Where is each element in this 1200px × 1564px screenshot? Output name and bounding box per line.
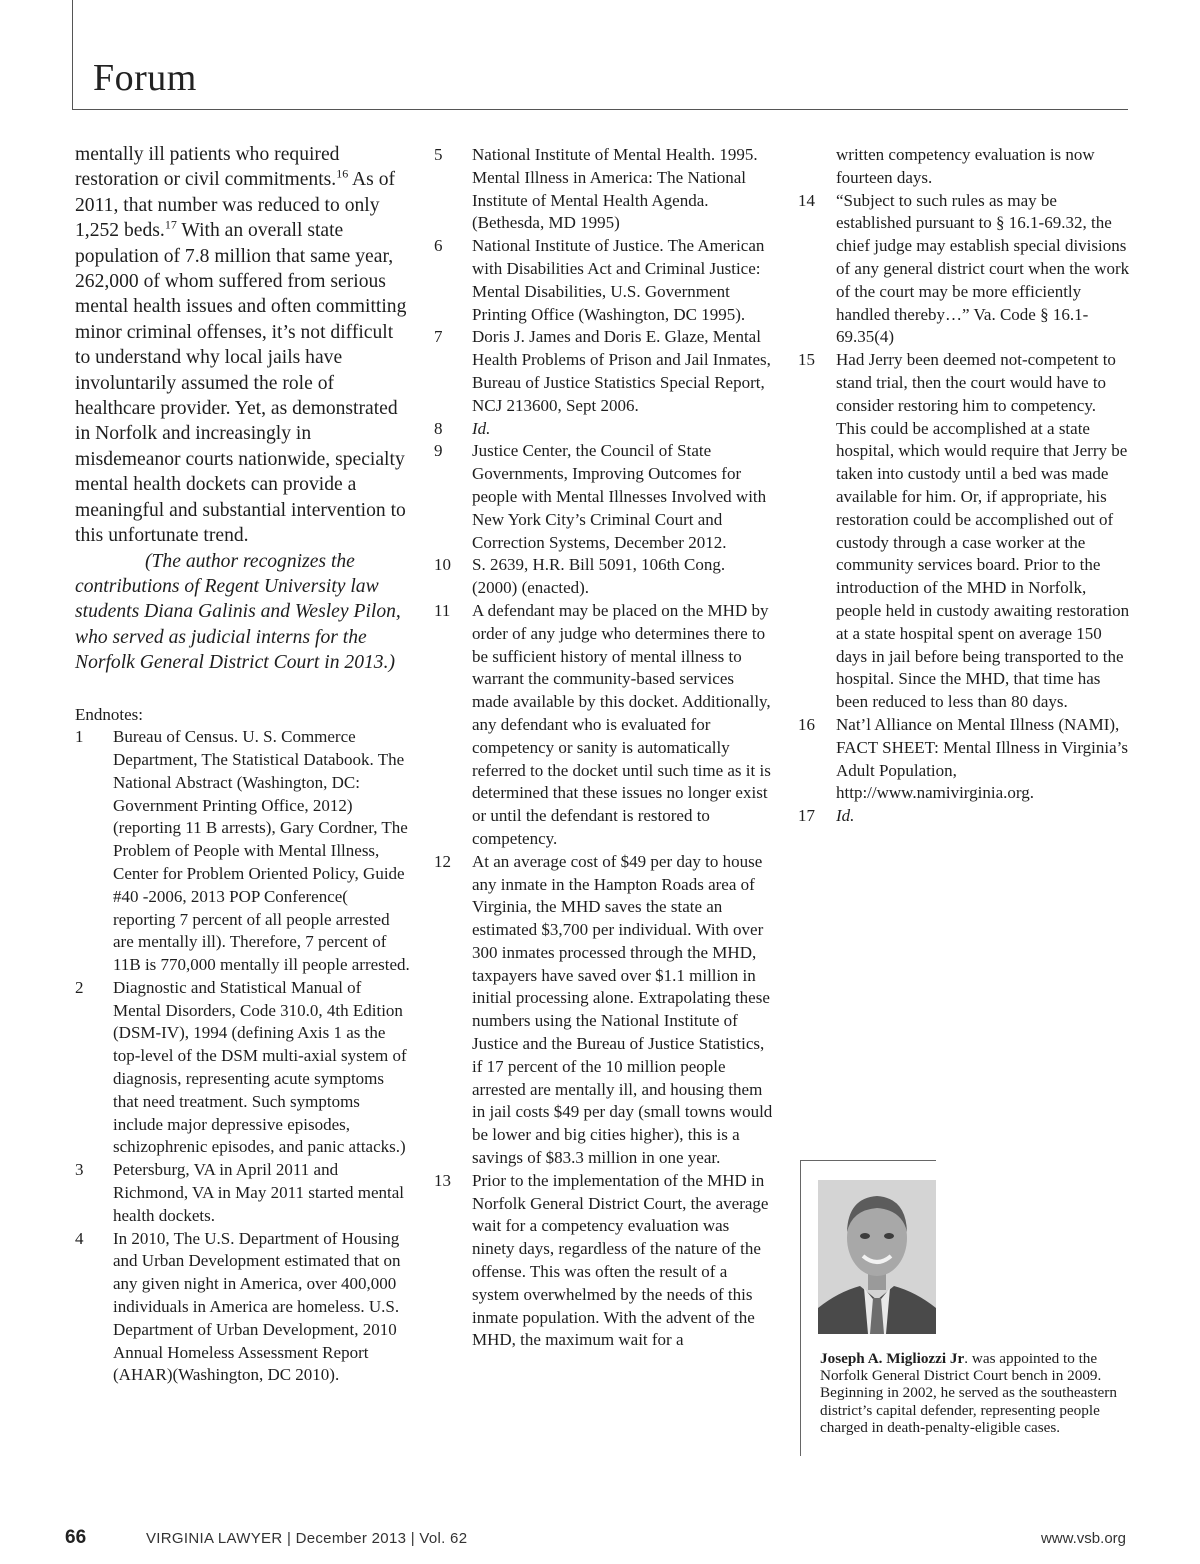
author-photo — [818, 1180, 936, 1334]
endnotes-title: Endnotes: — [75, 704, 143, 724]
publication-info: VIRGINIA LAWYER | December 2013 | Vol. 62 — [146, 1530, 468, 1547]
endnote — [434, 326, 774, 417]
website-link[interactable]: www.vsb.org — [1040, 1530, 1126, 1547]
endnote-text: S. 2639, H.R. Bill 5091, 106th Cong. (2000) (enacted). — [472, 555, 726, 598]
endnote — [75, 726, 410, 977]
endnote-text: National Institute of Justice. The American with Disabilities Act and Criminal Justice: Mental Disabilities, U.S. Government Printing Office (Washington, DC 1995). — [472, 236, 765, 324]
body-text-part: As of 2011, that number was reduced to only 1,252 beds. — [75, 169, 396, 242]
endnote-text: At an average cost of $49 per day to house any inmate in the Hampton Roads area of Virginia, the MHD saves the state an estimated $3,700 per individual. With over 300 inmates processed through the MHD, taxpayers have saved over $1.1 million in initial processing alone. Extrapolating these numbers using the National Institute of Justice and the Bureau of Justice Statistics, if 17 percent of the 10 million people arrested are mentally ill, and housing them in jail costs $49 per day (small towns would be lower and big cities higher), this is a savings of $83.3 million in one year. — [472, 851, 773, 1168]
endnote-number: 14 — [798, 190, 815, 210]
endnote — [75, 977, 410, 1159]
endnote-text: Nat’l Alliance on Mental Illness (NAMI), FACT SHEET: Mental Illness in Virginia’s Adult Population, http://www.namivirginia.org. — [836, 714, 1129, 803]
endnote-text: Diagnostic and Statistical Manual of Mental Disorders, Code 310.0, 4th Edition (DSM-IV), 1994 (defining Axis 1 as the top-level of the DSM multi-axial system of diagnosis, representing acute symptoms that need treatment. Such symptoms include major depressive episodes, schizophrenic episodes, and panic attacks.) — [113, 977, 407, 1157]
header-horizontal-rule — [72, 109, 1128, 110]
endnote — [798, 349, 1130, 714]
endnote-text: Id. — [836, 806, 855, 826]
endnote-text: Petersburg, VA in April 2011 and Richmond, VA in May 2011 started mental health dockets. — [113, 1160, 405, 1225]
endnote-text: Doris J. James and Doris E. Glaze, Mental Health Problems of Prison and Jail Inmates, Bureau of Justice Statistics Special Report, NCJ 213600, Sept 2006. — [472, 327, 771, 415]
endnote-number: 4 — [75, 1228, 84, 1248]
endnote-text: Prior to the implementation of the MHD in Norfolk General District Court, the average wait for a competency evaluation was ninety days, regardless of the nature of the offense. This was often the result of a system overwhelmed by the needs of this inmate population. With the advent of the MHD, the maximum wait for a — [472, 1170, 769, 1350]
endnote — [434, 418, 774, 441]
endnote — [798, 714, 1130, 805]
endnote-number: 8 — [434, 418, 443, 438]
endnote — [434, 144, 774, 235]
endnote-number: 16 — [798, 714, 815, 734]
page-number: 66 — [65, 1527, 87, 1548]
endnote-number: 5 — [434, 145, 443, 164]
endnote-number: 2 — [75, 977, 84, 997]
endnote-text: National Institute of Mental Health. 1995. Mental Illness in America: The National Institute of Mental Health Agenda. (Bethesda, MD 1995) — [472, 145, 758, 233]
author-name: Joseph A. Migliozzi Jr — [820, 1350, 965, 1367]
endnote — [434, 600, 774, 851]
endnote — [75, 1159, 410, 1227]
endnote-text: “Subject to such rules as may be established pursuant to § 16.1-69.32, the chief judge may establish special divisions of any general district court when the work of the court may be more efficiently handled thereby…” Va. Code § 16.1-69.35(4) — [836, 190, 1130, 347]
bio-top-rule — [800, 1160, 936, 1161]
author-bio — [820, 1350, 1120, 1436]
endnote-text: Justice Center, the Council of State Governments, Improving Outcomes for people with Mental Illnesses Involved with New York City’s Criminal Court and Correction Systems, December 2012. — [472, 441, 767, 552]
endnote-number: 9 — [434, 441, 443, 461]
endnote — [434, 1170, 774, 1352]
left-column — [75, 142, 410, 1387]
body-text-part: mentally ill patients who required restoration or civil commitments. — [75, 144, 340, 191]
endnote — [434, 235, 774, 326]
right-column — [798, 144, 1130, 828]
endnote — [434, 851, 774, 1170]
endnote-number: 7 — [434, 327, 443, 347]
endnote-text: Bureau of Census. U. S. Commerce Department, The Statistical Databook. The National Abstract (Washington, DC: Government Printing Office, 2012)(reporting 11 B arrests), Gary Cordner, The Problem of People with Mental Illness, Center for Problem Oriented Policy, Guide #40 -2006, 2013 POP Conference( reporting 7 percent of all people arrested are mentally ill). Therefore, 7 percent of 11B is 770,000 mentally ill people arrested. — [113, 727, 410, 975]
endnote-continuation: written competency evaluation is now fourteen days. — [836, 145, 1095, 187]
author-portrait-icon — [818, 1180, 936, 1334]
bio-side-rule — [800, 1160, 801, 1456]
endnote-number: 1 — [75, 727, 84, 747]
endnote-text: Id. — [472, 418, 491, 438]
endnote — [798, 190, 1130, 350]
endnote — [798, 805, 1130, 828]
endnote-number: 17 — [798, 806, 815, 826]
middle-column — [434, 144, 774, 1352]
author-acknowledgment: (The author recognizes the contributions of Regent University law students Diana Galinis and Wesley Pilon, who served as judicial interns for the Norfolk General District Court in 2013.) — [75, 550, 401, 674]
header-vertical-rule — [72, 0, 73, 110]
endnote-number: 10 — [434, 555, 451, 575]
section-title: Forum — [93, 57, 197, 99]
endnote-number: 3 — [75, 1160, 84, 1180]
endnote — [434, 554, 774, 600]
body-paragraph — [75, 142, 410, 549]
endnote — [75, 1228, 410, 1388]
author-bio-text: . was appointed to the Norfolk General District Court bench in 2009. Beginning in 2002, he served as the southeastern district’s capital defender, representing people charged in death-penalty-eligible cases. — [820, 1350, 1117, 1436]
body-text-part: With an overall state population of 7.8 million that same year, 262,000 of whom suffered from serious mental health issues and often committing minor criminal offenses, it’s not difficult to understand why local jails have involuntarily assumed the role of healthcare provider. Yet, as demonstrated in Norfolk and increasingly in misdemeanor courts nationwide, specialty mental health dockets can provide a meaningful and substantial intervention to this unfortunate trend. — [75, 220, 407, 547]
endnote-number: 15 — [798, 350, 815, 370]
endnote-number: 6 — [434, 236, 443, 256]
endnote — [434, 440, 774, 554]
endnote-ref-16[interactable]: 16 — [336, 166, 349, 181]
endnote-ref-17[interactable]: 17 — [164, 217, 177, 232]
endnote-text: In 2010, The U.S. Department of Housing and Urban Development estimated that on any given night in America, over 400,000 individuals in America are homeless. U.S. Department of Urban Development, 2010 Annual Homeless Assessment Report (AHAR)(Washington, DC 2010). — [113, 1228, 401, 1385]
endnote-number: 11 — [434, 600, 451, 620]
endnote-text: Had Jerry been deemed not-competent to stand trial, then the court would have to consider restoring him to competency. This could be accomplished at a state hospital, which would require that Jerry be taken into custody until a bed was made available for him. Or, if appropriate, his restoration could be accomplished out of custody through a case worker at the community services board. Prior to the introduction of the MHD in Norfolk, people held in custody awaiting restoration at a state hospital spent on average 150 days in jail before being transported to the hospital. Since the MHD, that time has been reduced to less than 80 days. — [836, 350, 1130, 712]
endnote-text: A defendant may be placed on the MHD by order of any judge who determines there to be sufficient history of mental illness to warrant the community-based services made available by this docket. Additionally, any defendant who is evaluated for competency or sanity is automatically referred to the docket until such time as it is determined that these issues no longer exist or until the defendant is restored to competency. — [472, 600, 771, 848]
endnote-number: 12 — [434, 851, 451, 871]
endnote-number: 13 — [434, 1170, 451, 1190]
